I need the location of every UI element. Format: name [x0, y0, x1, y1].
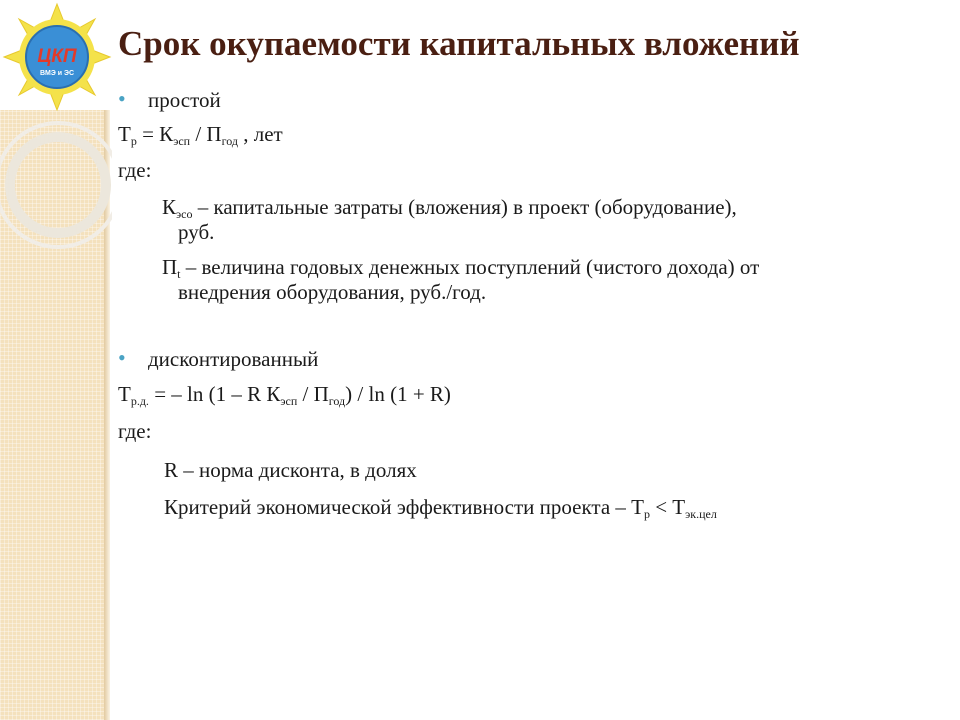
content-body [118, 86, 938, 520]
formula-subscript: год [328, 394, 346, 408]
criterion-text: Критерий экономической эффективности проекта – Т [164, 495, 644, 519]
where-label: где: [118, 158, 152, 182]
formula-symbol: Т [118, 382, 131, 406]
bullet-simple [118, 88, 938, 113]
definition-text: – капитальные затраты (вложения) в проект (оборудование), [192, 195, 737, 219]
formula-subscript: эсп [280, 394, 298, 408]
formula-text: = К [136, 122, 174, 146]
definition-r: R – норма дисконта, в долях [164, 458, 417, 482]
formula-text: / П [190, 122, 222, 146]
formula-text: = – ln (1 – R К [148, 382, 281, 406]
page-title: Срок окупаемости капитальных вложений [118, 24, 800, 63]
definition-text: – величина годовых денежных поступлений (чистого дохода) от [180, 255, 760, 279]
definition-subscript: t [177, 267, 181, 281]
formula-simple [118, 122, 938, 147]
bullet-discounted [118, 347, 938, 372]
formula-discounted [118, 382, 938, 407]
definition-symbol: П [162, 255, 178, 279]
formula-text: , лет [237, 122, 283, 146]
definition-symbol: К [162, 195, 177, 219]
decorative-rings [0, 80, 112, 330]
definition-continuation: руб. [178, 220, 215, 244]
bullet-discounted-label: дисконтированный [148, 347, 319, 371]
bullet-simple-label: простой [148, 88, 221, 112]
formula-subscript: р [130, 134, 137, 148]
definition-subscript: эсо [176, 207, 193, 221]
where-label: где: [118, 419, 152, 443]
criterion [164, 495, 938, 520]
criterion-subscript: р [643, 507, 650, 521]
formula-text: / П [297, 382, 329, 406]
formula-text: ) / ln (1 + R) [345, 382, 451, 406]
definition-continuation: внедрения оборудования, руб./год. [178, 280, 487, 304]
criterion-subscript: эк.цел [685, 507, 717, 521]
criterion-text: < Т [649, 495, 686, 519]
logo-subtext: ВМЭ и ЭС [39, 70, 75, 77]
definition-k [158, 195, 938, 245]
formula-subscript: р.д. [130, 394, 149, 408]
logo-icon [2, 2, 112, 112]
bullet-icon: • [118, 86, 126, 111]
formula-subscript: эсп [173, 134, 191, 148]
formula-symbol: Т [118, 122, 131, 146]
formula-subscript: год [221, 134, 238, 148]
logo-text: ЦКП [37, 46, 77, 67]
bullet-icon: • [118, 345, 126, 370]
definition-p [158, 255, 938, 305]
